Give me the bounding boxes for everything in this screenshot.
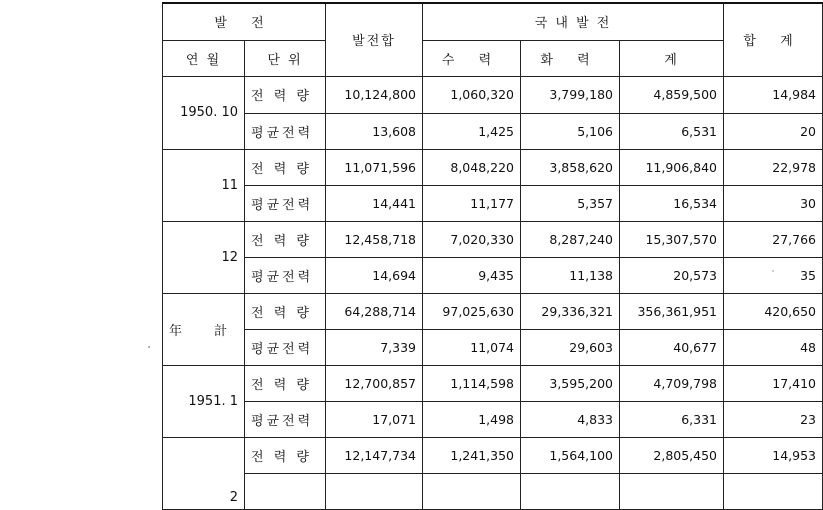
total-cell: 48: [724, 329, 823, 365]
total-cell: 14,984: [724, 76, 823, 113]
table-row: [163, 113, 823, 149]
unit-cell: 전 력 량: [245, 76, 326, 113]
header-period: 연 월: [163, 40, 245, 76]
gen-total-cell: 12,700,857: [326, 365, 423, 401]
gen-total-cell: 10,124,800: [326, 76, 423, 113]
thermal-cell: 29,603: [521, 329, 620, 365]
hydro-cell: 11,074: [423, 329, 521, 365]
thermal-cell: 3,595,200: [521, 365, 620, 401]
unit-cell: 전 력 량: [245, 149, 326, 185]
thermal-cell: 29,336,321: [521, 293, 620, 329]
hydro-cell: 1,425: [423, 113, 521, 149]
total-cell: 17,410: [724, 365, 823, 401]
gen-total-cell: 13,608: [326, 113, 423, 149]
hydro-cell: [423, 473, 521, 509]
period-cell: 12: [163, 221, 245, 293]
table-row: [163, 437, 823, 473]
total-cell: 420,650: [724, 293, 823, 329]
total-cell: 35: [724, 257, 823, 293]
total-cell: 22,978: [724, 149, 823, 185]
gen-total-cell: 17,071: [326, 401, 423, 437]
total-cell: [724, 473, 823, 509]
gen-total-cell: 12,458,718: [326, 221, 423, 257]
power-generation-table: [162, 2, 823, 510]
table-row: [163, 293, 823, 329]
table-row: [163, 401, 823, 437]
period-cell: 年 計: [163, 293, 245, 365]
table-row: [163, 329, 823, 365]
header-sum: 계: [620, 40, 724, 76]
header-generation: 발 전: [163, 3, 326, 40]
thermal-cell: 8,287,240: [521, 221, 620, 257]
scan-speck: [148, 346, 150, 348]
total-cell: 20: [724, 113, 823, 149]
gen-total-cell: [326, 473, 423, 509]
header-thermal: 화 력: [521, 40, 620, 76]
sum-cell: 6,531: [620, 113, 724, 149]
thermal-cell: [521, 473, 620, 509]
sum-cell: 2,805,450: [620, 437, 724, 473]
hydro-cell: 1,060,320: [423, 76, 521, 113]
gen-total-cell: 14,694: [326, 257, 423, 293]
hydro-cell: 11,177: [423, 185, 521, 221]
total-cell: 14,953: [724, 437, 823, 473]
hydro-cell: 1,114,598: [423, 365, 521, 401]
period-cell: 1950. 10: [163, 76, 245, 149]
sum-cell: 40,677: [620, 329, 724, 365]
table-row: [163, 221, 823, 257]
table-row: [163, 76, 823, 113]
thermal-cell: 5,357: [521, 185, 620, 221]
gen-total-cell: 11,071,596: [326, 149, 423, 185]
unit-cell: 평균전력: [245, 401, 326, 437]
table-row: [163, 365, 823, 401]
total-cell: 27,766: [724, 221, 823, 257]
hydro-cell: 8,048,220: [423, 149, 521, 185]
thermal-cell: 1,564,100: [521, 437, 620, 473]
header-row-2: [163, 40, 823, 76]
header-total: 합 계: [724, 3, 823, 76]
sum-cell: 6,331: [620, 401, 724, 437]
table-row: [163, 185, 823, 221]
table-row: [163, 149, 823, 185]
hydro-cell: 9,435: [423, 257, 521, 293]
unit-cell: 전 력 량: [245, 293, 326, 329]
sum-cell: 4,859,500: [620, 76, 724, 113]
total-cell: 23: [724, 401, 823, 437]
header-domestic-generation: 국 내 발 전: [423, 3, 724, 40]
total-cell: 30: [724, 185, 823, 221]
sum-cell: 4,709,798: [620, 365, 724, 401]
unit-cell: 평균전력: [245, 113, 326, 149]
sum-cell: 16,534: [620, 185, 724, 221]
scan-speck: [772, 270, 774, 272]
gen-total-cell: 14,441: [326, 185, 423, 221]
thermal-cell: 3,858,620: [521, 149, 620, 185]
sum-cell: 11,906,840: [620, 149, 724, 185]
gen-total-cell: 12,147,734: [326, 437, 423, 473]
period-cell: 1951. 1: [163, 365, 245, 437]
thermal-cell: 3,799,180: [521, 76, 620, 113]
header-hydro: 수 력: [423, 40, 521, 76]
sum-cell: 20,573: [620, 257, 724, 293]
gen-total-cell: 7,339: [326, 329, 423, 365]
sum-cell: [620, 473, 724, 509]
unit-cell: 전 력 량: [245, 221, 326, 257]
period-cell: 11: [163, 149, 245, 221]
thermal-cell: 11,138: [521, 257, 620, 293]
header-unit: 단 위: [245, 40, 326, 76]
thermal-cell: 5,106: [521, 113, 620, 149]
unit-cell: 평균전력: [245, 257, 326, 293]
hydro-cell: 97,025,630: [423, 293, 521, 329]
unit-cell: 평균전력: [245, 185, 326, 221]
period-cell: 2: [163, 437, 245, 509]
unit-cell: 전 력 량: [245, 365, 326, 401]
hydro-cell: 7,020,330: [423, 221, 521, 257]
header-generation-total: 발전합: [326, 3, 423, 76]
thermal-cell: 4,833: [521, 401, 620, 437]
sum-cell: 356,361,951: [620, 293, 724, 329]
table-row: [163, 473, 823, 509]
gen-total-cell: 64,288,714: [326, 293, 423, 329]
hydro-cell: 1,241,350: [423, 437, 521, 473]
table-row: [163, 257, 823, 293]
header-row-1: [163, 3, 823, 40]
hydro-cell: 1,498: [423, 401, 521, 437]
unit-cell: [245, 473, 326, 509]
unit-cell: 전 력 량: [245, 437, 326, 473]
unit-cell: 평균전력: [245, 329, 326, 365]
sum-cell: 15,307,570: [620, 221, 724, 257]
